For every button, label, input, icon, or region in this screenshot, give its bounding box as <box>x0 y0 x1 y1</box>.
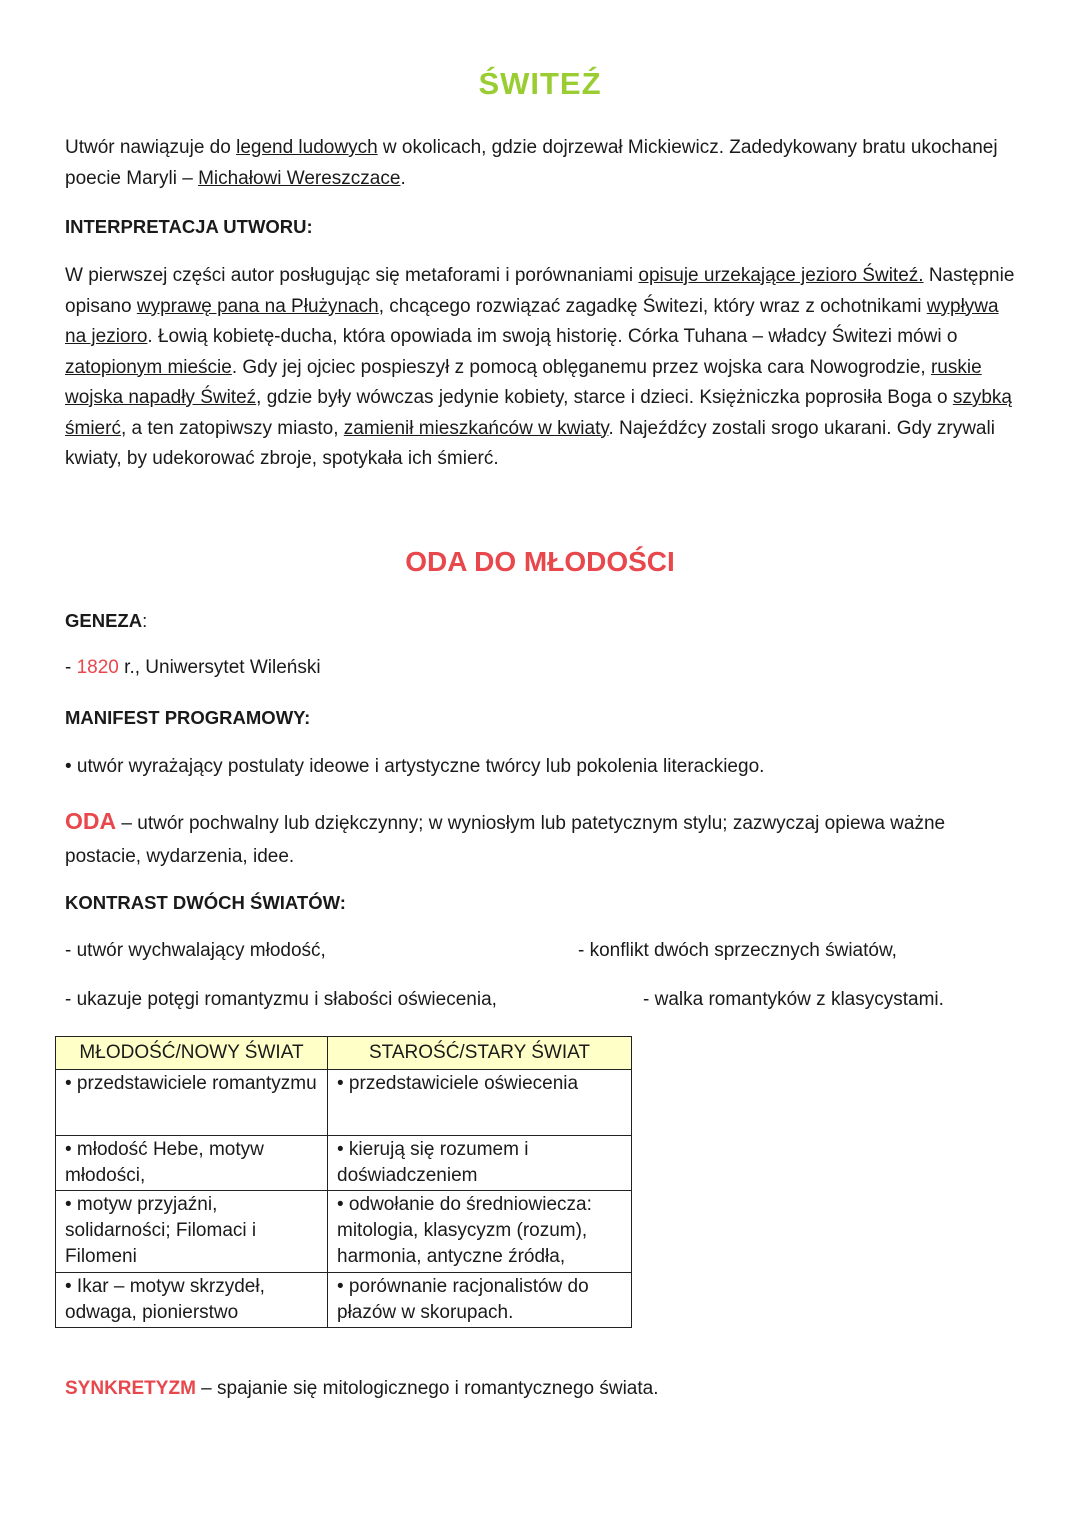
underlined-phrase: szybką śmierć <box>65 387 1012 439</box>
manifest-heading: MANIFEST PROGRAMOWY: <box>65 707 311 728</box>
underlined-phrase: zamienił mieszkańców w kwiaty <box>343 417 609 439</box>
synkretyzm-term: SYNKRETYZM <box>65 1378 196 1399</box>
kontrast-left-2: - ukazuje potęgi romantyzmu i słabości oświecenia, <box>65 989 497 1010</box>
table-header-row <box>56 1037 632 1070</box>
oda-title: ODA DO MŁODOŚCI <box>405 546 675 577</box>
table-row <box>56 1191 632 1273</box>
synkretyzm-line: SYNKRETYZM – spajanie się mitologicznego i romantycznego świata. <box>65 1378 659 1399</box>
switez-title: ŚWITEŹ <box>478 66 602 101</box>
underlined-phrase: legend ludowych <box>236 137 378 158</box>
table-row <box>56 1070 632 1136</box>
table-row <box>56 1273 632 1328</box>
table-header-cell: MŁODOŚĆ/NOWY ŚWIAT <box>56 1037 328 1070</box>
manifest-bullet: • utwór wyrażający postulaty ideowe i artystyczne twórcy lub pokolenia literackiego. <box>65 756 765 777</box>
kontrast-left-1: - utwór wychwalający młodość, <box>65 940 326 961</box>
oda-term: ODA <box>65 808 117 834</box>
table-cell: • przedstawiciele oświecenia <box>328 1070 632 1136</box>
geneza-line: - 1820 r., Uniwersytet Wileński <box>65 657 321 678</box>
table-row <box>56 1136 632 1191</box>
underlined-phrase: wyprawę pana na Płużynach <box>136 295 379 317</box>
switez-intro: Utwór nawiązuje do legend ludowych w okolicach, gdzie dojrzewał Mickiewicz. Zadedykowany bratu ukochanej poecie Maryli – Michałowi Wereszczace. <box>65 137 998 189</box>
underlined-phrase: Michałowi Wereszczace <box>198 167 401 189</box>
underlined-phrase: zatopionym mieście <box>65 356 232 378</box>
kontrast-right-1: - konflikt dwóch sprzecznych światów, <box>578 940 897 961</box>
underlined-phrase: wypływa na jezioro <box>65 295 999 347</box>
table-cell: • porównanie racjonalistów do płazów w skorupach. <box>328 1273 632 1328</box>
table-cell: • przedstawiciele romantyzmu <box>56 1070 328 1136</box>
table-cell: • odwołanie do średniowiecza: mitologia, klasycyzm (rozum), harmonia, antyczne źródła, <box>328 1191 632 1273</box>
year: 1820 <box>76 657 119 678</box>
table-cell: • kierują się rozumem i doświadczeniem <box>328 1136 632 1191</box>
table-cell: • Ikar – motyw skrzydeł, odwaga, pionierstwo <box>56 1273 328 1328</box>
interpretation-paragraph: W pierwszej części autor posługując się metaforami i porównaniami opisuje urzekające jezioro Świteź. Następnie opisano wyprawę pana na Płużynach, chcącego rozwiązać zagadkę Świtezi, który wraz z ochotnikami wypływa na jezioro. Łowią kobietę-ducha, która opowiada im swoją historię. Córka Tuhana – władcy Świtezi mówi o zatopionym mieście. Gdy jej ojciec pospieszył z pomocą oblęganemu przez wojska cara Nowogrodzie, ruskie wojska napadły Świteź, gdzie były wówczas jedynie kobiety, starce i dzieci. Księżniczka poprosiła Boga o szybką śmierć, a ten zatopiwszy miasto, zamienił mieszkańców w kwiaty. Najeźdźcy zostali srogo ukarani. Gdy zrywali kwiaty, by udekorować zbroje, spotykała ich śmierć. <box>65 265 1015 469</box>
kontrast-heading: KONTRAST DWÓCH ŚWIATÓW: <box>65 892 346 913</box>
geneza-heading: GENEZA: <box>65 610 148 631</box>
table-cell: • motyw przyjaźni, solidarności; Filomaci i Filomeni <box>56 1191 328 1273</box>
underlined-phrase: opisuje urzekające jezioro Świteź. <box>638 265 924 286</box>
underlined-phrase: ruskie wojska napadły Świteź <box>65 356 982 408</box>
interpretation-heading: INTERPRETACJA UTWORU: <box>65 216 313 237</box>
table-header-cell: STAROŚĆ/STARY ŚWIAT <box>328 1037 632 1070</box>
comparison-table <box>55 1036 632 1328</box>
kontrast-right-2: - walka romantyków z klasycystami. <box>643 989 944 1010</box>
table-cell: • młodość Hebe, motyw młodości, <box>56 1136 328 1191</box>
oda-definition: ODA – utwór pochwalny lub dziękczynny; w wyniosłym lub patetycznym stylu; zazwyczaj opiewa ważne postacie, wydarzenia, idee. <box>65 808 946 867</box>
